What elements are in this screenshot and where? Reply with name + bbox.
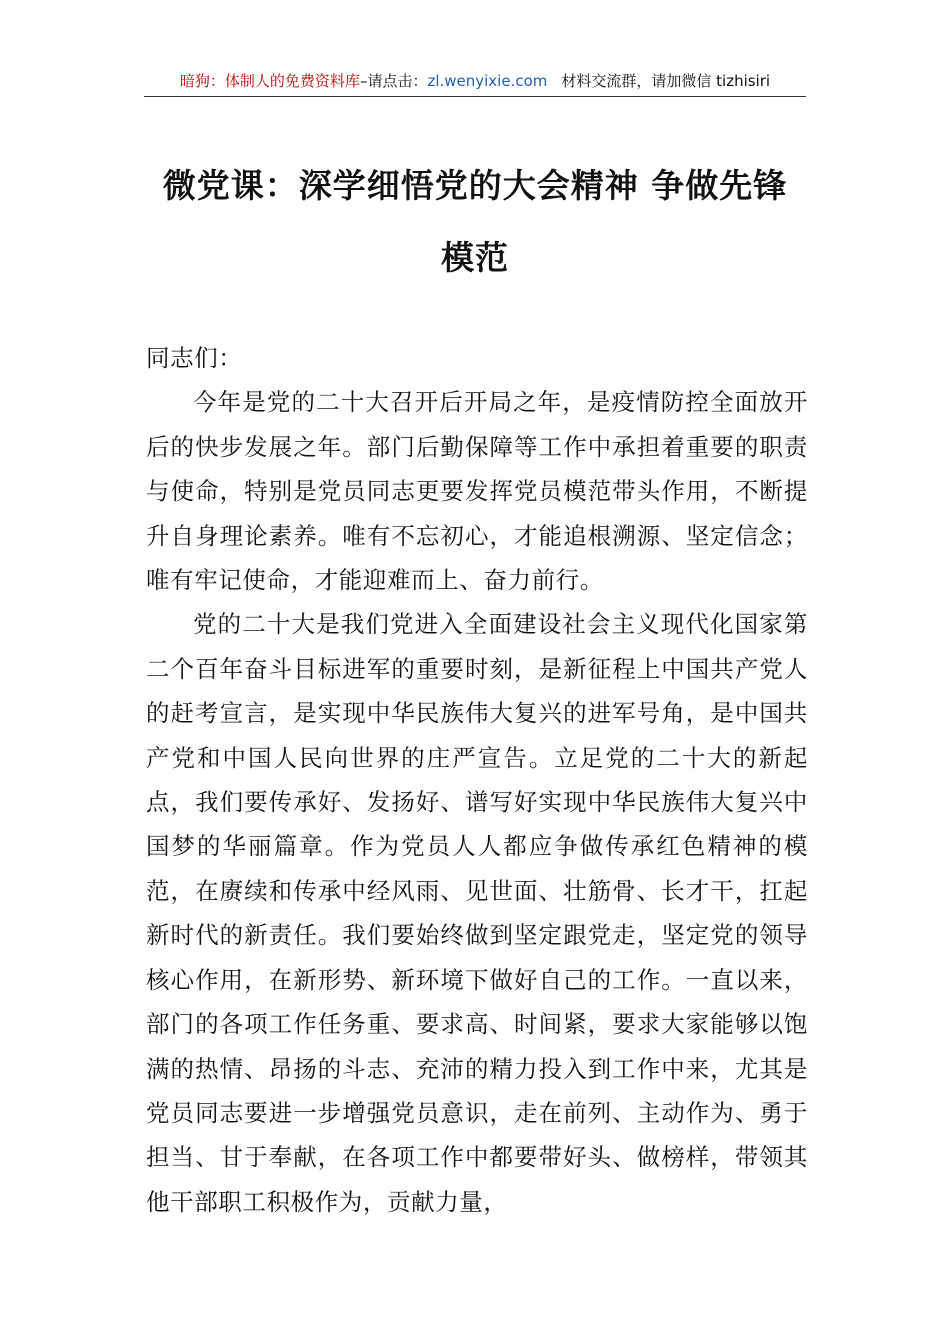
page-header-banner — [144, 70, 806, 97]
header-click-prompt: –请点击： — [359, 72, 428, 90]
paragraph-2: 党的二十大是我们党进入全面建设社会主义现代化国家第二个百年奋斗目标进军的重要时刻，是新征程上中国共产党人的赶考宣言，是实现中华民族伟大复兴的进军号角，是中国共产党和中国人民向世界的庄严宣告。立足党的二十大的新起点，我们要传承好、发扬好、谱写好实现中华民族伟大复兴中国梦的华丽篇章。作为党员人人都应争做传承红色精神的模范，在赓续和传承中经风雨、见世面、壮筋骨、长才干，扛起新时代的新责任。我们要始终做到坚定跟党走，坚定党的领导核心作用，在新形势、新环境下做好自己的工作。一直以来，部门的各项工作任务重、要求高、时间紧，要求大家能够以饱满的热情、昂扬的斗志、充沛的精力投入到工作中来，尤其是党员同志要进一步增强党员意识，走在前列、主动作为、勇于担当、甘于奉献，在各项工作中都要带好头、做榜样，带领其他干部职工积极作为，贡献力量， — [146, 610, 808, 1216]
document-body — [146, 336, 808, 1224]
header-url-link[interactable]: zl.wenyixie.com — [427, 72, 548, 90]
header-wechat-note: 材料交流群，请加微信 tizhisiri — [561, 72, 771, 90]
title-line-1: 微党课：深学细悟党的大会精神 争做先锋 — [162, 166, 788, 205]
title-line-2: 模范 — [441, 238, 509, 277]
header-ad-text[interactable]: 暗狗：体制人的免费资料库 — [179, 72, 360, 90]
paragraph-1: 今年是党的二十大召开后开局之年，是疫情防控全面放开后的快步发展之年。部门后勤保障等工作中承担着重要的职责与使命，特别是党员同志更要发挥党员模范带头作用，不断提升自身理论素养。唯有不忘初心，才能追根溯源、坚定信念；唯有牢记使命，才能迎难而上、奋力前行。 — [146, 388, 808, 595]
salutation: 同志们： — [146, 344, 243, 372]
document-title — [140, 150, 810, 294]
